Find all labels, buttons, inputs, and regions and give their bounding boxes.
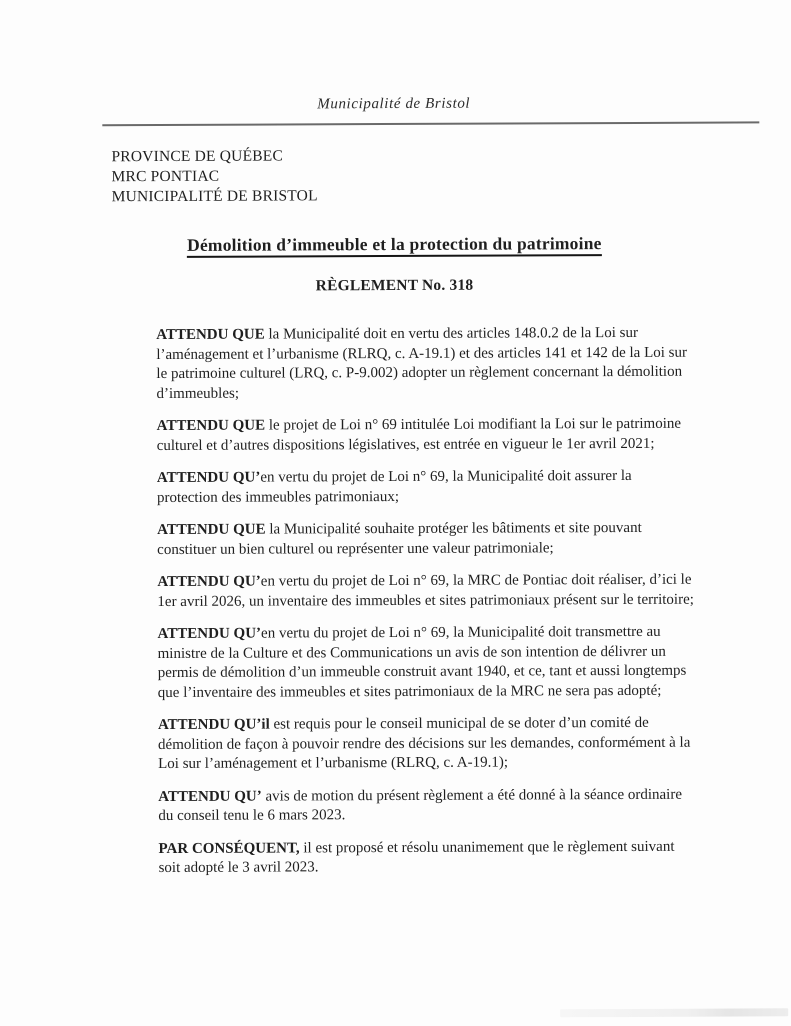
- paragraph-lead: ATTENDU QU’il: [157, 716, 270, 734]
- consequent-paragraph: [158, 837, 695, 878]
- paragraph-lead: ATTENDU QUE: [157, 521, 266, 539]
- document-title-text: Démolition d’immeuble et la protection du patrimoine: [187, 233, 602, 258]
- attendu-paragraph-6: [157, 623, 694, 703]
- paragraph-text: est requis pour le conseil municipal de se doter d’un comité de démolition de façon à pouvoir rendre des décisions sur les demandes, conformément à la Loi sur l’aménagement et l’urbanisme (RLRQ, c. A-19.1);: [157, 714, 691, 773]
- attendu-paragraph-8: [158, 785, 695, 826]
- regulation-number: RÈGLEMENT No. 318: [315, 276, 474, 295]
- paragraph-lead: ATTENDU QUE: [156, 326, 265, 344]
- header-divider: [102, 121, 759, 126]
- paragraph-text: avis de motion du présent règlement a été donné à la séance ordinaire du conseil tenu le 6 mars 2023.: [158, 786, 683, 825]
- paragraph-text: en vertu du projet de Loi n° 69, la MRC de Pontiac doit réaliser, d’ici le 1er avril 2026, un inventaire des immeubles et sites patrimoniaux présent sur le territoire;: [157, 571, 694, 610]
- document-body: [156, 324, 695, 879]
- paragraph-lead: ATTENDU QU’: [158, 788, 262, 805]
- letterhead-line-province: PROVINCE DE QUÉBEC: [111, 147, 284, 166]
- paragraph-lead: PAR CONSÉQUENT,: [158, 839, 300, 857]
- scan-artifact: [560, 1008, 788, 1017]
- paragraph-text: le projet de Loi n° 69 intitulée Loi modifiant la Loi sur le patrimoine culturel et d’autres dispositions législatives, est entrée en vigueur le 1er avril 2021;: [156, 415, 682, 454]
- paragraph-text: il est proposé et résolu unanimement que le règlement suivant soit adopté le 3 avril 2023.: [158, 838, 675, 877]
- letterhead-line-municipality: MUNICIPALITÉ DE BRISTOL: [111, 187, 318, 206]
- attendu-paragraph-4: [157, 519, 694, 560]
- attendu-paragraph-3: [157, 467, 694, 508]
- attendu-paragraph-7: [158, 714, 695, 775]
- paragraph-text: en vertu du projet de Loi n° 69, la Municipalité doit transmettre au ministre de la Culture et des Communications un avis de son intention de délivrer un permis de démolition d’un immeuble construit avant 1940, et ce, tant et aussi longtemps que l’inventaire des immeubles et sites patrimoniaux de la MRC ne sera pas adopté;: [157, 623, 687, 701]
- attendu-paragraph-5: [157, 571, 694, 612]
- paragraph-text: la Municipalité souhaite protéger les bâtiments et site pouvant constituer un bien culturel ou représenter une valeur patrimoniale;: [157, 519, 642, 558]
- paragraph-lead: ATTENDU QU’: [157, 573, 261, 591]
- document-title: [0, 232, 790, 256]
- paragraph-text: la Municipalité doit en vertu des articles 148.0.2 de la Loi sur l’aménagement et l’urbanisme (RLRQ, c. A-19.1) et des articles 141 et 142 de la Loi sur le patrimoine culturel (LRQ, c. P-9.002) adopter un règlement concernant la démolition d’immeubles;: [156, 324, 688, 402]
- paragraph-text: en vertu du projet de Loi n° 69, la Municipalité doit assurer la protection des immeubles patrimoniaux;: [156, 467, 632, 506]
- letterhead: [111, 144, 789, 207]
- paragraph-lead: ATTENDU QU’: [156, 469, 261, 487]
- running-header: Municipalité de Bristol: [317, 95, 471, 113]
- letterhead-line-mrc: MRC PONTIAC: [111, 167, 220, 186]
- attendu-paragraph-1: [156, 324, 693, 404]
- paragraph-lead: ATTENDU QU’: [157, 625, 262, 643]
- attendu-paragraph-2: [157, 415, 694, 456]
- paragraph-lead: ATTENDU QUE: [156, 417, 266, 435]
